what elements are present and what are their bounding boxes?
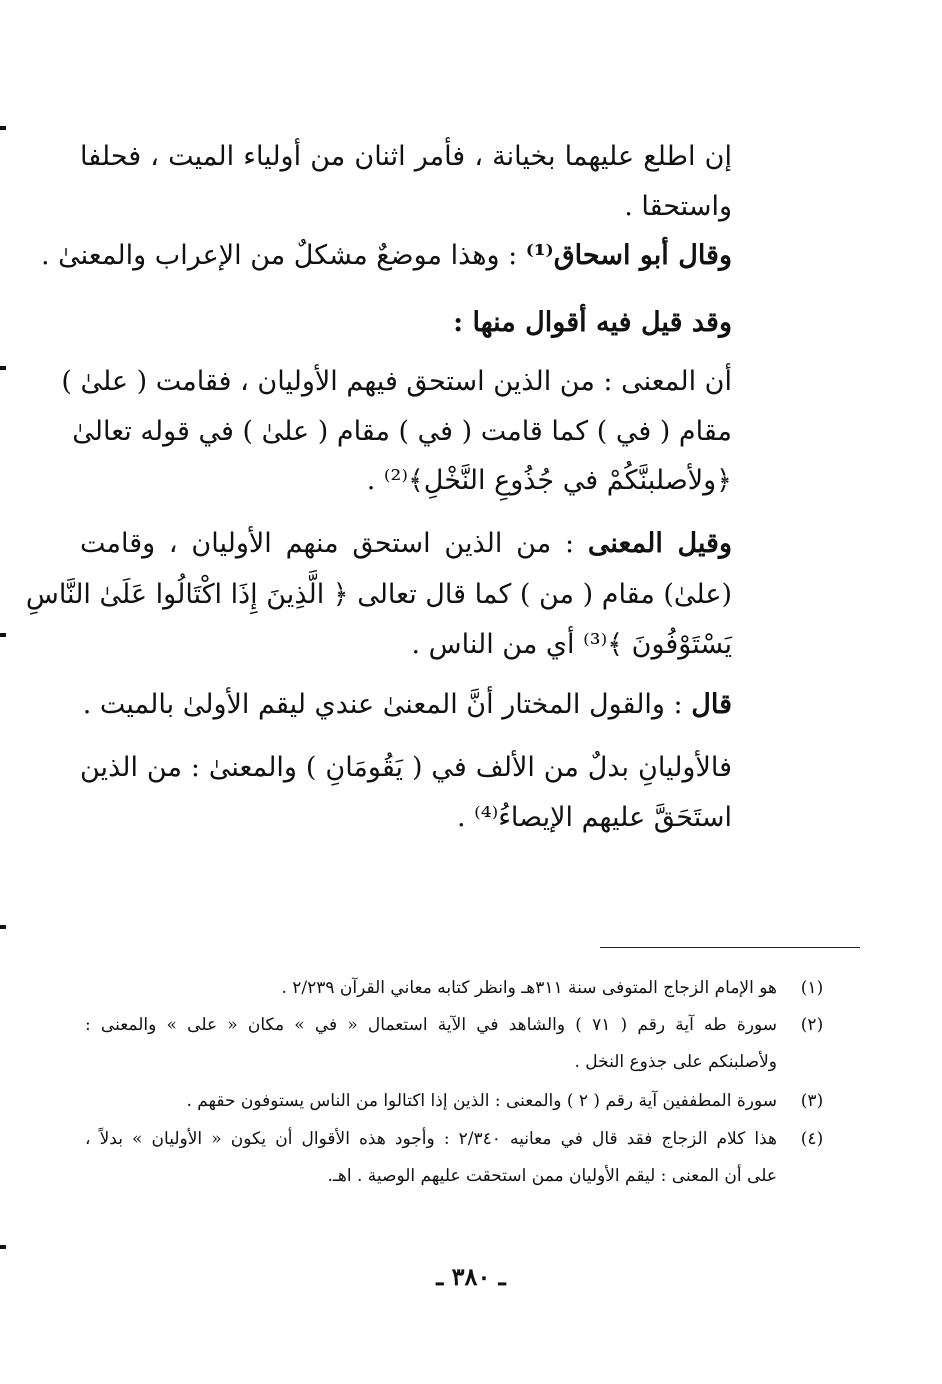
text-line: [80, 524, 732, 564]
margin-mark: [0, 1245, 6, 1249]
text-line: [83, 685, 732, 725]
bold-heading: قال: [691, 689, 732, 720]
text-span: : والقول المختار أنَّ المعنىٰ عندي ليقم الأولىٰ بالميت .: [82, 689, 692, 720]
bold-heading: وقال أبو اسحاق⁽¹⁾: [525, 240, 732, 271]
text-line: [40, 236, 732, 276]
section-heading: وقد قيل فيه أقوال منها :: [453, 307, 732, 338]
text-line: مقام ( في ) كما قامت ( في ) مقام ( علىٰ ) في قوله تعالىٰ: [72, 416, 732, 447]
page-number: ـ ٣٨٠ ـ: [436, 1262, 506, 1291]
footnote-divider: [600, 947, 860, 948]
text-line: يَسْتَوْفُونَ ﴾⁽³⁾ أي من الناس .: [411, 629, 732, 660]
margin-mark: [0, 925, 6, 929]
text-line: فالأوليانِ بدلٌ من الألف في ( يَقُومَانِ ) والمعنىٰ : من الذين: [80, 752, 732, 783]
margin-mark: [0, 633, 6, 637]
footnote-text: سورة طه آية رقم ( ٧١ ) والشاهد في الآية استعمال « في » مكان « على » والمعنى :: [85, 1015, 777, 1035]
text-span: : وهذا موضعٌ مشكلٌ من الإعراب والمعنىٰ .: [40, 240, 526, 271]
text-span: : من الذين استحق منهم الأوليان ، وقامت: [80, 528, 588, 559]
footnote-number: (١): [800, 978, 824, 998]
bold-heading: وقيل المعنى: [587, 528, 732, 559]
footnote-number: (٢): [800, 1015, 824, 1035]
footnote-text: هذا كلام الزجاج فقد قال في معانيه ٢/٣٤٠ : وأجود هذه الأقوال أن يكون « الأوليان » بدلاً ،: [85, 1129, 777, 1149]
footnote-text: على أن المعنى : ليقم الأوليان ممن استحقت عليهم الوصية . اهـ.: [327, 1166, 777, 1186]
footnote-number: (٤): [800, 1129, 824, 1149]
quran-verse-line: ﴿ولأصلبنَّكُمْ في جُذُوعِ النَّخْلِ﴾⁽²⁾ .: [366, 465, 732, 496]
margin-mark: [0, 126, 6, 130]
text-line: استَحَقَّ عليهم الإيصاءُ⁽⁴⁾ .: [456, 802, 732, 833]
footnote-text: ولأصلبنكم على جذوع النخل .: [574, 1052, 777, 1072]
margin-mark: [0, 366, 6, 370]
footnote-text: هو الإمام الزجاج المتوفى سنة ٣١١هـ وانظر كتابه معاني القرآن ٢/٢٣٩ .: [281, 978, 777, 998]
text-line: إن اطلع عليهما بخيانة ، فأمر اثنان من أولياء الميت ، فحلفا: [80, 141, 732, 172]
footnote-number: (٣): [800, 1091, 824, 1111]
text-line: واستحقا .: [624, 191, 732, 222]
footnote-text: سورة المطففين آية رقم ( ٢ ) والمعنى : الذين إذا اكتالوا من الناس يستوفون حقهم .: [186, 1091, 777, 1111]
text-line: (علىٰ) مقام ( من ) كما قال تعالى ﴿ الَّذِينَ إِذَا اكْتَالُوا عَلَىٰ النَّاسِ: [25, 579, 732, 610]
text-line: أن المعنى : من الذين استحق فيهم الأوليان ، فقامت ( علىٰ ): [61, 366, 732, 397]
